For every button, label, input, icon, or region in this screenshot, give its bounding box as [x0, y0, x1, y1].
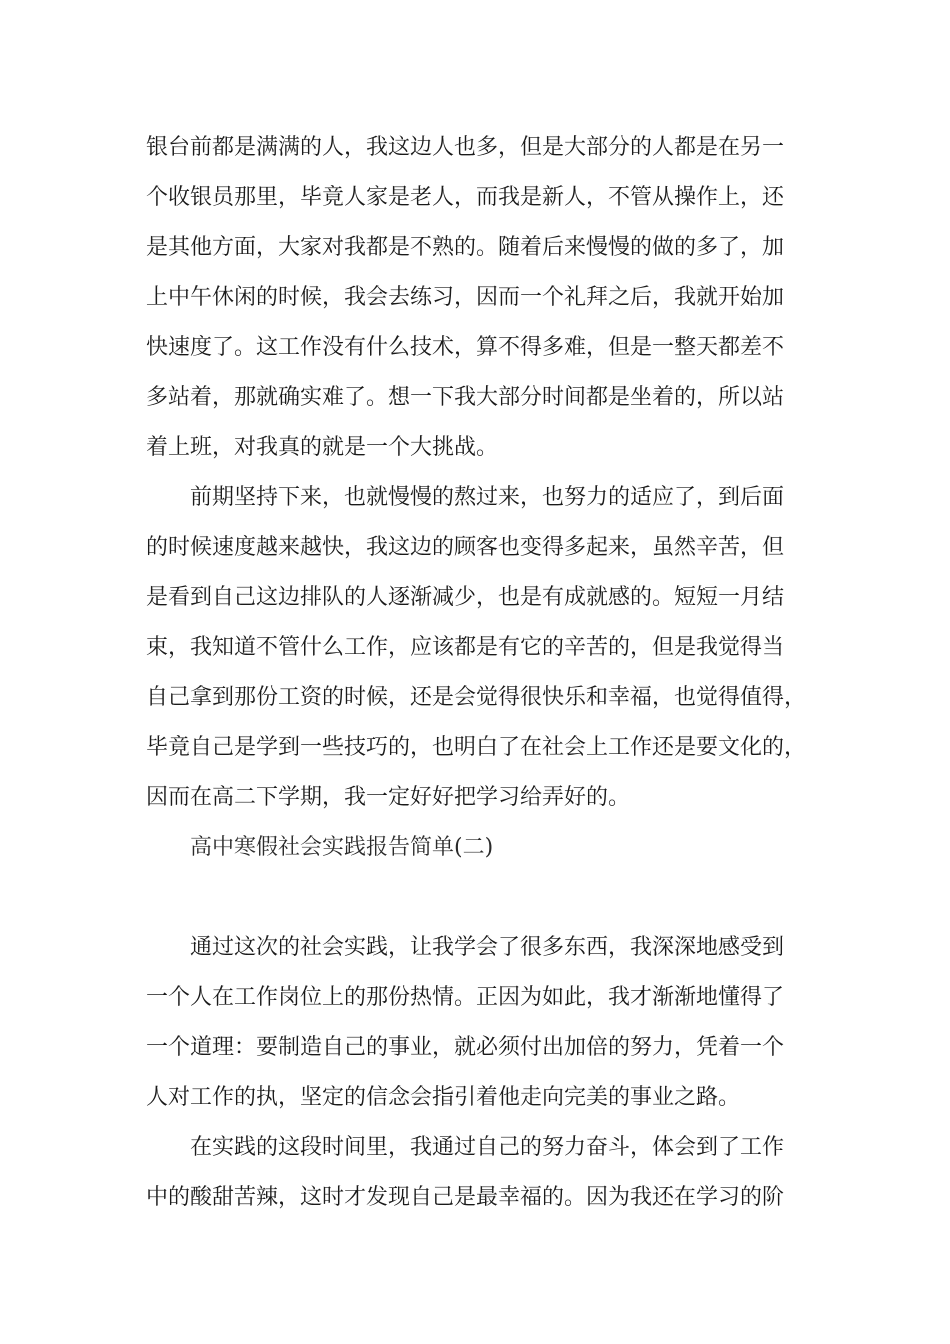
text-line: 中的酸甜苦辣，这时才发现自己是最幸福的。因为我还在学习的阶 [146, 1185, 785, 1210]
text-line: 个收银员那里，毕竟人家是老人，而我是新人，不管从操作上，还 [146, 185, 785, 210]
text-line: 上中午休闲的时候，我会去练习，因而一个礼拜之后，我就开始加 [146, 285, 785, 310]
text-line: 着上班，对我真的就是一个大挑战。 [146, 435, 499, 460]
text-line: 人对工作的执，坚定的信念会指引着他走向完美的事业之路。 [146, 1085, 741, 1110]
paragraph-start-line: 通过这次的社会实践，让我学会了很多东西，我深深地感受到 [190, 935, 785, 960]
paragraph-start-line: 前期坚持下来，也就慢慢的熬过来，也努力的适应了，到后面 [190, 485, 785, 510]
text-line: 快速度了。这工作没有什么技术，算不得多难，但是一整天都差不 [146, 335, 785, 360]
section-heading: 高中寒假社会实践报告简单(二) [190, 835, 494, 860]
text-line: 是看到自己这边排队的人逐渐减少，也是有成就感的。短短一月结 [146, 585, 785, 610]
text-line: 因而在高二下学期，我一定好好把学习给弄好的。 [146, 785, 631, 810]
paragraph-start-line: 在实践的这段时间里，我通过自己的努力奋斗，体会到了工作 [190, 1135, 785, 1160]
text-line: 是其他方面，大家对我都是不熟的。随着后来慢慢的做的多了，加 [146, 235, 785, 260]
text-line: 多站着，那就确实难了。想一下我大部分时间都是坐着的，所以站 [146, 385, 785, 410]
text-line: 毕竟自己是学到一些技巧的，也明白了在社会上工作还是要文化的， [146, 735, 807, 760]
text-line: 一个人在工作岗位上的那份热情。正因为如此，我才渐渐地懂得了 [146, 985, 785, 1010]
text-line: 银台前都是满满的人，我这边人也多，但是大部分的人都是在另一 [146, 135, 785, 160]
text-line: 的时候速度越来越快，我这边的顾客也变得多起来，虽然辛苦，但 [146, 535, 785, 560]
text-line: 一个道理：要制造自己的事业，就必须付出加倍的努力，凭着一个 [146, 1035, 785, 1060]
text-line: 束，我知道不管什么工作，应该都是有它的辛苦的，但是我觉得当 [146, 635, 785, 660]
text-line: 自己拿到那份工资的时候，还是会觉得很快乐和幸福，也觉得值得， [146, 685, 807, 710]
